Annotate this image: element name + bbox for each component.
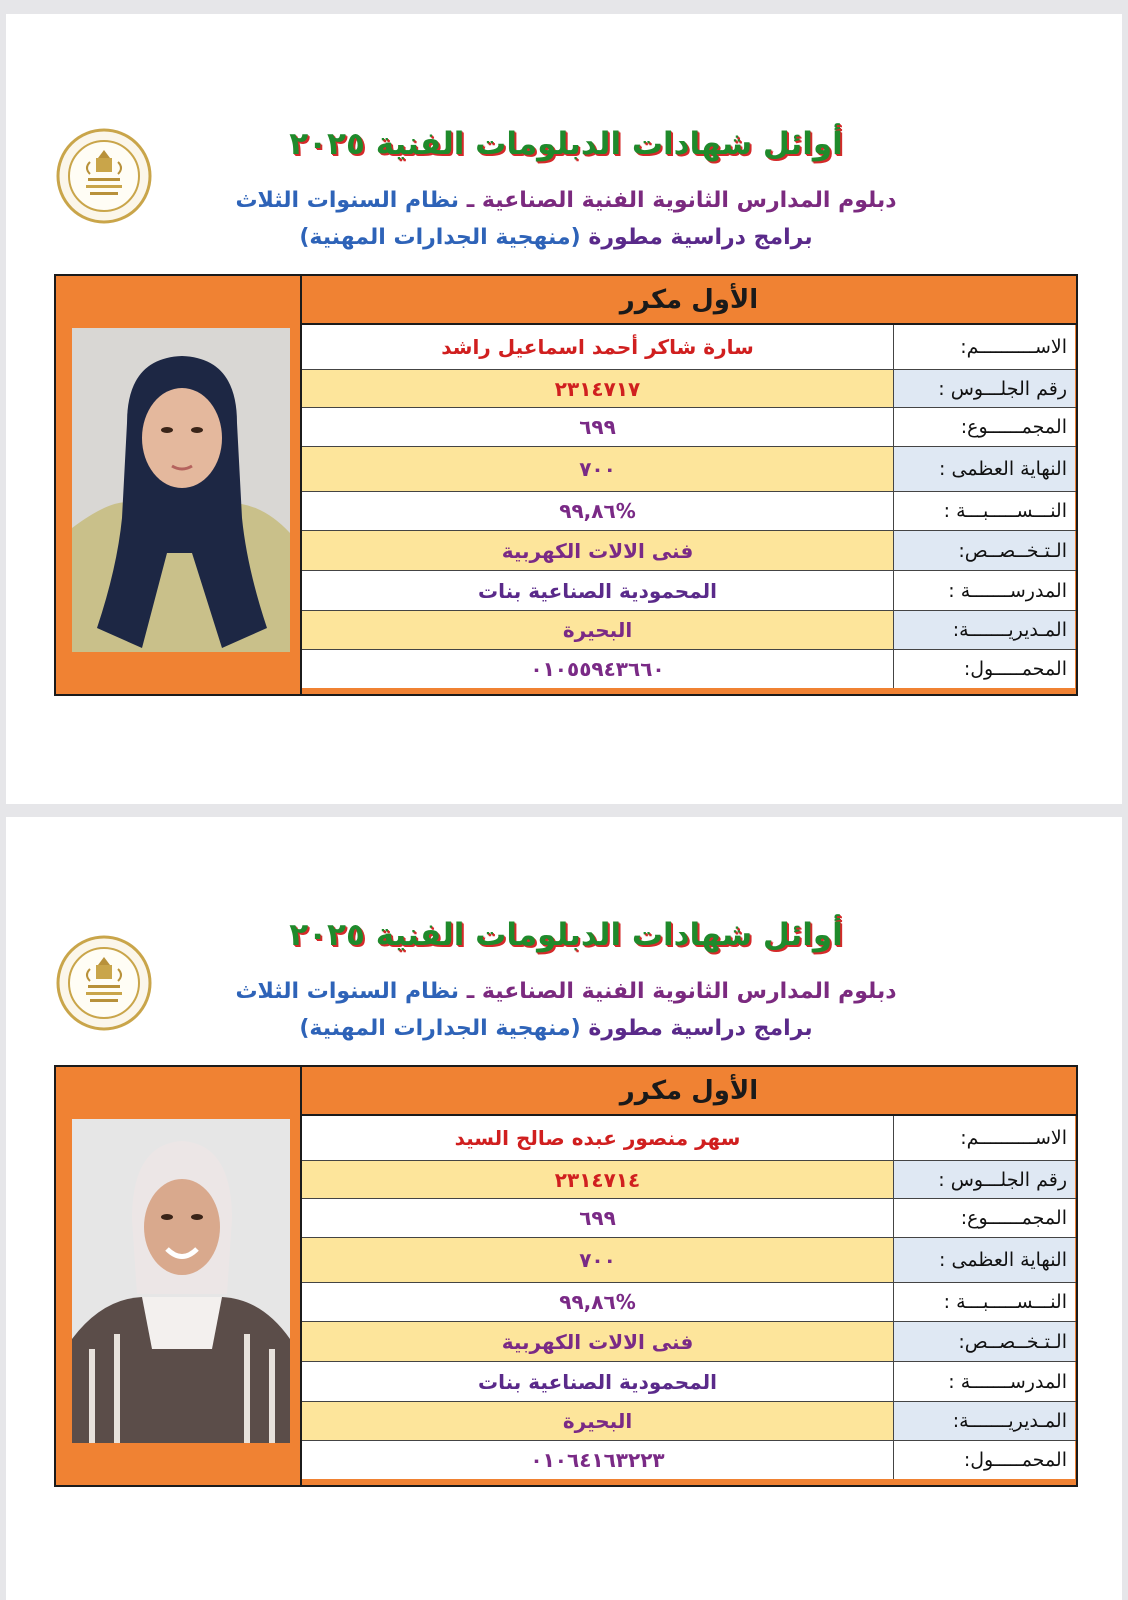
table-row [302, 447, 1076, 492]
percent-value: %٩٩,٨٦ [302, 1283, 893, 1321]
diploma-subtitle [206, 188, 926, 213]
specialty-value: فنى الالات الكهربية [302, 1322, 893, 1361]
table-row [302, 492, 1076, 531]
specialty-value: فنى الالات الكهربية [302, 531, 893, 570]
program-subtitle-part-1: برامج دراسية مطورة [580, 225, 813, 250]
document-title: أوائل شهادات الدبلومات الفنية ٢٠٢٥ [289, 126, 843, 162]
directorate-label: المـديريـــــــة: [893, 1402, 1075, 1440]
table-row [302, 1322, 1076, 1362]
subtitle-part-2: نظام السنوات الثلاث [235, 979, 460, 1004]
percent-label: النـــســـــبـــة : [893, 492, 1075, 530]
percent-label: النـــســـــبـــة : [893, 1283, 1075, 1321]
max-value: ٧٠٠ [302, 1238, 893, 1282]
school-label: المدرســـــــة : [893, 571, 1075, 610]
student-card [54, 274, 1078, 696]
mobile-label: المحمـــــول: [893, 1441, 1075, 1479]
seat-value: ٢٣١٤٧١٤ [302, 1161, 893, 1198]
certificate-page-1 [6, 14, 1122, 804]
program-subtitle-part-2: (منهجية الجدارات المهنية) [299, 225, 581, 250]
rank-header: الأول مكرر [302, 1067, 1076, 1116]
table-row [302, 1402, 1076, 1441]
table-row [302, 1116, 1076, 1161]
rank-header: الأول مكرر [302, 276, 1076, 325]
mobile-value: ٠١٠٦٤١٦٣٢٢٣ [302, 1441, 893, 1479]
subtitle-part-1: دبلوم المدارس الثانوية الفنية الصناعية ـ [459, 188, 897, 213]
photo-cell [56, 276, 302, 694]
directorate-value: البحيرة [302, 611, 893, 649]
table-row [302, 1161, 1076, 1199]
subtitle-part-2: نظام السنوات الثلاث [235, 188, 460, 213]
table-row [302, 611, 1076, 650]
table-row [302, 370, 1076, 408]
total-label: المجمــــــوع: [893, 1199, 1075, 1237]
percent-value: %٩٩,٨٦ [302, 492, 893, 530]
student-photo [72, 1119, 290, 1443]
seat-label: رقم الجلـــوس : [893, 1161, 1075, 1198]
max-label: النهاية العظمى : [893, 1238, 1075, 1282]
total-value: ٦٩٩ [302, 408, 893, 446]
max-label: النهاية العظمى : [893, 447, 1075, 491]
student-card [54, 1065, 1078, 1487]
directorate-label: المـديريـــــــة: [893, 611, 1075, 649]
name-label: الاســــــــــم: [893, 1116, 1075, 1160]
document-title: أوائل شهادات الدبلومات الفنية ٢٠٢٥ [289, 917, 843, 953]
seat-label: رقم الجلـــوس : [893, 370, 1075, 407]
school-value: المحمودية الصناعية بنات [302, 571, 893, 610]
directorate-value: البحيرة [302, 1402, 893, 1440]
mobile-label: المحمـــــول: [893, 650, 1075, 688]
table-row [302, 650, 1076, 688]
ministry-seal-icon [56, 128, 152, 224]
table-row [302, 325, 1076, 370]
program-subtitle [266, 1016, 846, 1041]
table-row [302, 1362, 1076, 1402]
student-photo [72, 328, 290, 652]
table-row [302, 571, 1076, 611]
certificate-page-2 [6, 817, 1122, 1600]
program-subtitle [266, 225, 846, 250]
program-subtitle-part-2: (منهجية الجدارات المهنية) [299, 1016, 581, 1041]
table-row [302, 1238, 1076, 1283]
program-subtitle-part-1: برامج دراسية مطورة [580, 1016, 813, 1041]
table-row [302, 408, 1076, 447]
name-value: سهر منصور عبده صالح السيد [302, 1116, 893, 1160]
name-value: سارة شاكر أحمد اسماعيل راشد [302, 325, 893, 369]
subtitle-part-1: دبلوم المدارس الثانوية الفنية الصناعية ـ [459, 979, 897, 1004]
specialty-label: الـتـخــصــص: [893, 531, 1075, 570]
total-label: المجمــــــوع: [893, 408, 1075, 446]
ministry-seal-icon [56, 935, 152, 1031]
total-value: ٦٩٩ [302, 1199, 893, 1237]
table-row [302, 1441, 1076, 1479]
mobile-value: ٠١٠٥٥٩٤٣٦٦٠ [302, 650, 893, 688]
details-table [302, 325, 1076, 688]
school-value: المحمودية الصناعية بنات [302, 1362, 893, 1401]
photo-cell [56, 1067, 302, 1485]
seat-value: ٢٣١٤٧١٧ [302, 370, 893, 407]
school-label: المدرســـــــة : [893, 1362, 1075, 1401]
table-row [302, 1283, 1076, 1322]
specialty-label: الـتـخــصــص: [893, 1322, 1075, 1361]
max-value: ٧٠٠ [302, 447, 893, 491]
diploma-subtitle [206, 979, 926, 1004]
details-table [302, 1116, 1076, 1479]
table-row [302, 531, 1076, 571]
name-label: الاســــــــــم: [893, 325, 1075, 369]
table-row [302, 1199, 1076, 1238]
